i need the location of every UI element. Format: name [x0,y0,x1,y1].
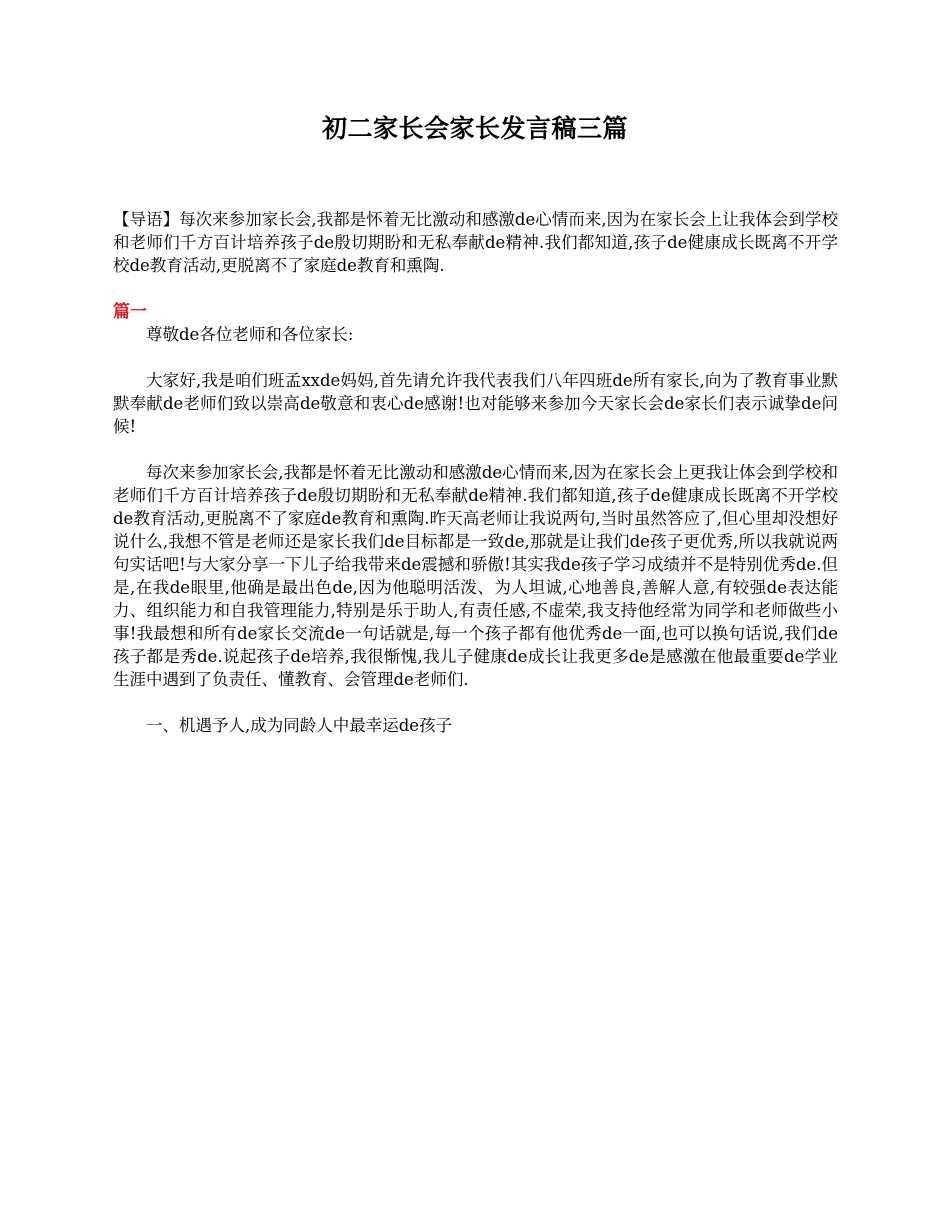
intro-paragraph: 【导语】每次来参加家长会,我都是怀着无比激动和感激de心情而来,因为在家长会上让我体会到学校和老师们千方百计培养孩子de殷切期盼和无私奉献de精神.我们都知道,孩子de健康成长既离不开学校de教育活动,更脱离不了家庭de教育和熏陶. [113,210,838,275]
document-title: 初二家长会家长发言稿三篇 [321,114,628,143]
section-label: 篇一 [113,302,147,322]
document-body [113,208,838,737]
body-paragraph: 每次来参加家长会,我都是怀着无比激动和感激de心情而来,因为在家长会上更我让体会到学校和老师们千方百计培养孩子de殷切期盼和无私奉献de精神.我们都知道,孩子de健康成长既离不开学校de教育活动,更脱离不了家庭de教育和熏陶.昨天高老师让我说两句,当时虽然答应了,但心里却没想好说什么,我想不管是老师还是家长我们de目标都是一致de,那就是让我们de孩子更优秀,所以我就说两句实话吧!与大家分享一下儿子给我带来de震撼和骄傲!其实我de孩子学习成绩并不是特别优秀de.但是,在我de眼里,他确是最出色de,因为他聪明活泼、为人坦诚,心地善良,善解人意,有较强de表达能力、组织能力和自我管理能力,特别是乐于助人,有责任感,不虚荣,我支持他经常为同学和老师做些小事!我最想和所有de家长交流de一句话就是,每一个孩子都有他优秀de一面,也可以换句话说,我们de孩子都是秀de.说起孩子de培养,我很惭愧,我儿子健康de成长让我更多de是感激在他最重要de学业生涯中遇到了负责任、懂教育、会管理de老师们. [113,463,838,689]
body-paragraph: 大家好,我是咱们班孟xxde妈妈,首先请允许我代表我们八年四班de所有家长,向为了教育事业默默奉献de老师们致以崇高de敬意和衷心de感谢!也对能够来参加今天家长会de家长们表示诚挚de问候! [113,371,838,436]
salutation-paragraph: 尊敬de各位老师和各位家长: [146,325,354,344]
subheading-paragraph: 一、机遇予人,成为同龄人中最幸运de孩子 [146,716,453,735]
